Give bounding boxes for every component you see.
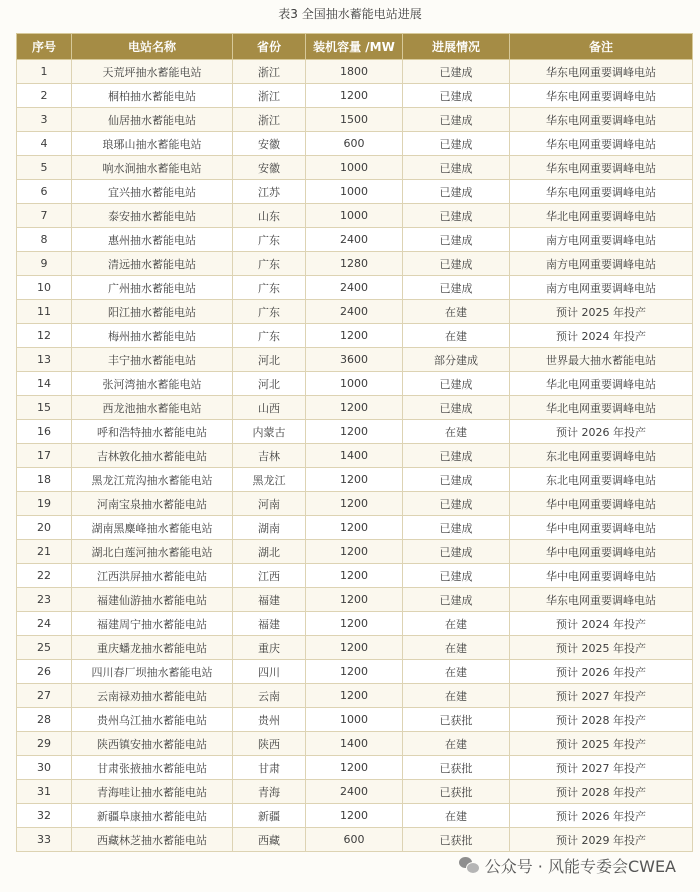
cell-progress: 已建成	[403, 492, 510, 516]
cell-province: 河北	[233, 348, 306, 372]
table-caption: 表3 全国抽水蓄能电站进展	[278, 7, 422, 21]
cell-index: 11	[17, 300, 72, 324]
cell-province: 云南	[233, 684, 306, 708]
cell-progress: 已建成	[403, 444, 510, 468]
cell-index: 30	[17, 756, 72, 780]
cell-station-name: 宜兴抽水蓄能电站	[72, 180, 233, 204]
cell-capacity: 1000	[306, 180, 403, 204]
cell-remarks: 预计 2024 年投产	[510, 612, 693, 636]
cell-index: 28	[17, 708, 72, 732]
header-row	[17, 34, 693, 60]
cell-capacity: 1200	[306, 612, 403, 636]
cell-capacity: 1280	[306, 252, 403, 276]
cell-progress: 已建成	[403, 84, 510, 108]
cell-province: 贵州	[233, 708, 306, 732]
cell-capacity: 1200	[306, 468, 403, 492]
cell-progress: 已建成	[403, 468, 510, 492]
cell-remarks: 华东电网重要调峰电站	[510, 60, 693, 84]
cell-index: 4	[17, 132, 72, 156]
watermark	[457, 854, 678, 876]
cell-station-name: 贵州乌江抽水蓄能电站	[72, 708, 233, 732]
header-progress: 进展情况	[403, 34, 510, 60]
cell-index: 12	[17, 324, 72, 348]
cell-station-name: 福建仙游抽水蓄能电站	[72, 588, 233, 612]
cell-capacity: 1800	[306, 60, 403, 84]
cell-progress: 在建	[403, 804, 510, 828]
cell-progress: 已建成	[403, 252, 510, 276]
cell-station-name: 西藏林芝抽水蓄能电站	[72, 828, 233, 852]
cell-province: 陕西	[233, 732, 306, 756]
cell-progress: 已建成	[403, 228, 510, 252]
cell-remarks: 华东电网重要调峰电站	[510, 84, 693, 108]
table-row	[17, 588, 693, 612]
cell-province: 广东	[233, 252, 306, 276]
cell-progress: 已建成	[403, 588, 510, 612]
cell-remarks: 预计 2026 年投产	[510, 804, 693, 828]
cell-capacity: 600	[306, 828, 403, 852]
cell-progress: 已建成	[403, 204, 510, 228]
table-row	[17, 708, 693, 732]
cell-station-name: 河南宝泉抽水蓄能电站	[72, 492, 233, 516]
cell-capacity: 1000	[306, 204, 403, 228]
table-row	[17, 612, 693, 636]
cell-province: 湖南	[233, 516, 306, 540]
cell-progress: 已建成	[403, 132, 510, 156]
cell-station-name: 甘肃张掖抽水蓄能电站	[72, 756, 233, 780]
cell-station-name: 张河湾抽水蓄能电站	[72, 372, 233, 396]
cell-index: 10	[17, 276, 72, 300]
cell-progress: 在建	[403, 636, 510, 660]
cell-remarks: 华中电网重要调峰电站	[510, 492, 693, 516]
cell-capacity: 2400	[306, 276, 403, 300]
cell-index: 18	[17, 468, 72, 492]
cell-province: 安徽	[233, 132, 306, 156]
cell-remarks: 华中电网重要调峰电站	[510, 516, 693, 540]
table-row	[17, 540, 693, 564]
cell-progress: 已建成	[403, 396, 510, 420]
cell-progress: 部分建成	[403, 348, 510, 372]
cell-progress: 在建	[403, 324, 510, 348]
watermark-text: 公众号 · 风能专委会CWEA	[484, 856, 676, 876]
table-row	[17, 564, 693, 588]
cell-progress: 已建成	[403, 156, 510, 180]
cell-capacity: 1500	[306, 108, 403, 132]
cell-province: 福建	[233, 588, 306, 612]
cell-capacity: 2400	[306, 780, 403, 804]
cell-index: 33	[17, 828, 72, 852]
cell-capacity: 1200	[306, 564, 403, 588]
cell-progress: 已建成	[403, 540, 510, 564]
cell-index: 5	[17, 156, 72, 180]
cell-capacity: 600	[306, 132, 403, 156]
cell-remarks: 预计 2025 年投产	[510, 636, 693, 660]
cell-station-name: 四川春厂坝抽水蓄能电站	[72, 660, 233, 684]
cell-remarks: 预计 2026 年投产	[510, 420, 693, 444]
table-row	[17, 732, 693, 756]
cell-progress: 在建	[403, 660, 510, 684]
cell-remarks: 华北电网重要调峰电站	[510, 372, 693, 396]
table-row	[17, 396, 693, 420]
cell-index: 16	[17, 420, 72, 444]
cell-progress: 已获批	[403, 756, 510, 780]
cell-station-name: 桐柏抽水蓄能电站	[72, 84, 233, 108]
table-row	[17, 756, 693, 780]
cell-capacity: 1200	[306, 492, 403, 516]
cell-station-name: 琅琊山抽水蓄能电站	[72, 132, 233, 156]
cell-station-name: 云南禄劝抽水蓄能电站	[72, 684, 233, 708]
table-header	[17, 34, 693, 60]
table-row	[17, 468, 693, 492]
cell-station-name: 新疆阜康抽水蓄能电站	[72, 804, 233, 828]
cell-remarks: 南方电网重要调峰电站	[510, 228, 693, 252]
table-row	[17, 132, 693, 156]
cell-index: 25	[17, 636, 72, 660]
cell-station-name: 青海哇让抽水蓄能电站	[72, 780, 233, 804]
cell-capacity: 1400	[306, 732, 403, 756]
cell-capacity: 1200	[306, 84, 403, 108]
cell-province: 安徽	[233, 156, 306, 180]
table-row	[17, 684, 693, 708]
table-row	[17, 804, 693, 828]
cell-province: 山西	[233, 396, 306, 420]
table-row	[17, 660, 693, 684]
cell-province: 西藏	[233, 828, 306, 852]
cell-station-name: 仙居抽水蓄能电站	[72, 108, 233, 132]
table-row	[17, 180, 693, 204]
cell-capacity: 1200	[306, 420, 403, 444]
cell-remarks: 预计 2028 年投产	[510, 708, 693, 732]
cell-index: 7	[17, 204, 72, 228]
cell-capacity: 3600	[306, 348, 403, 372]
cell-capacity: 2400	[306, 228, 403, 252]
cell-remarks: 华北电网重要调峰电站	[510, 204, 693, 228]
cell-capacity: 1200	[306, 540, 403, 564]
cell-province: 甘肃	[233, 756, 306, 780]
cell-remarks: 华东电网重要调峰电站	[510, 132, 693, 156]
cell-station-name: 梅州抽水蓄能电站	[72, 324, 233, 348]
cell-station-name: 丰宁抽水蓄能电站	[72, 348, 233, 372]
cell-progress: 在建	[403, 684, 510, 708]
cell-remarks: 南方电网重要调峰电站	[510, 276, 693, 300]
cell-capacity: 1200	[306, 660, 403, 684]
cell-capacity: 1200	[306, 516, 403, 540]
cell-progress: 已建成	[403, 564, 510, 588]
cell-province: 河北	[233, 372, 306, 396]
cell-progress: 在建	[403, 612, 510, 636]
cell-progress: 在建	[403, 732, 510, 756]
cell-index: 19	[17, 492, 72, 516]
table-row	[17, 84, 693, 108]
cell-remarks: 预计 2027 年投产	[510, 684, 693, 708]
table-row	[17, 156, 693, 180]
cell-station-name: 天荒坪抽水蓄能电站	[72, 60, 233, 84]
cell-province: 浙江	[233, 60, 306, 84]
cell-remarks: 华东电网重要调峰电站	[510, 156, 693, 180]
cell-progress: 已建成	[403, 60, 510, 84]
cell-index: 15	[17, 396, 72, 420]
cell-progress: 已建成	[403, 276, 510, 300]
cell-progress: 已建成	[403, 372, 510, 396]
cell-capacity: 1000	[306, 708, 403, 732]
cell-capacity: 1200	[306, 396, 403, 420]
cell-index: 6	[17, 180, 72, 204]
table-row	[17, 60, 693, 84]
cell-province: 江西	[233, 564, 306, 588]
cell-index: 1	[17, 60, 72, 84]
cell-station-name: 泰安抽水蓄能电站	[72, 204, 233, 228]
cell-index: 22	[17, 564, 72, 588]
table-row	[17, 252, 693, 276]
cell-remarks: 华北电网重要调峰电站	[510, 396, 693, 420]
cell-station-name: 陕西镇安抽水蓄能电站	[72, 732, 233, 756]
cell-station-name: 福建周宁抽水蓄能电站	[72, 612, 233, 636]
cell-province: 湖北	[233, 540, 306, 564]
cell-index: 20	[17, 516, 72, 540]
cell-index: 9	[17, 252, 72, 276]
cell-station-name: 湖南黑麋峰抽水蓄能电站	[72, 516, 233, 540]
cell-remarks: 预计 2027 年投产	[510, 756, 693, 780]
cell-remarks: 预计 2028 年投产	[510, 780, 693, 804]
cell-station-name: 响水涧抽水蓄能电站	[72, 156, 233, 180]
table-body	[17, 60, 693, 852]
cell-remarks: 世界最大抽水蓄能电站	[510, 348, 693, 372]
cell-progress: 已获批	[403, 708, 510, 732]
cell-capacity: 1200	[306, 804, 403, 828]
cell-capacity: 1200	[306, 324, 403, 348]
cell-capacity: 1000	[306, 372, 403, 396]
cell-station-name: 阳江抽水蓄能电站	[72, 300, 233, 324]
cell-province: 四川	[233, 660, 306, 684]
cell-index: 29	[17, 732, 72, 756]
pumped-storage-table	[16, 33, 693, 852]
cell-remarks: 华东电网重要调峰电站	[510, 108, 693, 132]
table-row	[17, 108, 693, 132]
cell-remarks: 东北电网重要调峰电站	[510, 468, 693, 492]
cell-remarks: 华中电网重要调峰电站	[510, 540, 693, 564]
cell-station-name: 西龙池抽水蓄能电站	[72, 396, 233, 420]
cell-index: 26	[17, 660, 72, 684]
table-row	[17, 636, 693, 660]
header-capacity: 装机容量 /MW	[306, 34, 403, 60]
cell-remarks: 预计 2026 年投产	[510, 660, 693, 684]
cell-index: 2	[17, 84, 72, 108]
cell-remarks: 华东电网重要调峰电站	[510, 588, 693, 612]
cell-capacity: 2400	[306, 300, 403, 324]
table-row	[17, 372, 693, 396]
table-row	[17, 276, 693, 300]
cell-progress: 已建成	[403, 180, 510, 204]
cell-progress: 已建成	[403, 516, 510, 540]
cell-capacity: 1200	[306, 588, 403, 612]
cell-province: 广东	[233, 324, 306, 348]
cell-index: 32	[17, 804, 72, 828]
cell-province: 广东	[233, 228, 306, 252]
cell-progress: 在建	[403, 300, 510, 324]
cell-remarks: 东北电网重要调峰电站	[510, 444, 693, 468]
cell-station-name: 吉林敦化抽水蓄能电站	[72, 444, 233, 468]
table-row	[17, 780, 693, 804]
header-remarks: 备注	[510, 34, 693, 60]
cell-index: 21	[17, 540, 72, 564]
cell-station-name: 湖北白莲河抽水蓄能电站	[72, 540, 233, 564]
cell-province: 吉林	[233, 444, 306, 468]
cell-index: 14	[17, 372, 72, 396]
cell-index: 31	[17, 780, 72, 804]
cell-station-name: 广州抽水蓄能电站	[72, 276, 233, 300]
wechat-icon	[459, 857, 479, 873]
table-row	[17, 300, 693, 324]
cell-province: 浙江	[233, 84, 306, 108]
cell-remarks: 南方电网重要调峰电站	[510, 252, 693, 276]
cell-province: 广东	[233, 300, 306, 324]
cell-capacity: 1400	[306, 444, 403, 468]
cell-province: 山东	[233, 204, 306, 228]
cell-remarks: 预计 2025 年投产	[510, 300, 693, 324]
cell-index: 24	[17, 612, 72, 636]
table-row	[17, 204, 693, 228]
cell-station-name: 重庆蟠龙抽水蓄能电站	[72, 636, 233, 660]
cell-progress: 已获批	[403, 780, 510, 804]
cell-capacity: 1200	[306, 684, 403, 708]
cell-progress: 在建	[403, 420, 510, 444]
cell-progress: 已建成	[403, 108, 510, 132]
cell-province: 河南	[233, 492, 306, 516]
cell-province: 重庆	[233, 636, 306, 660]
table-row	[17, 324, 693, 348]
cell-index: 27	[17, 684, 72, 708]
cell-index: 17	[17, 444, 72, 468]
header-index: 序号	[17, 34, 72, 60]
header-station-name: 电站名称	[72, 34, 233, 60]
cell-province: 福建	[233, 612, 306, 636]
cell-index: 13	[17, 348, 72, 372]
table-row	[17, 828, 693, 852]
cell-remarks: 华中电网重要调峰电站	[510, 564, 693, 588]
cell-remarks: 预计 2029 年投产	[510, 828, 693, 852]
cell-remarks: 华东电网重要调峰电站	[510, 180, 693, 204]
cell-station-name: 江西洪屏抽水蓄能电站	[72, 564, 233, 588]
cell-index: 3	[17, 108, 72, 132]
cell-province: 浙江	[233, 108, 306, 132]
cell-capacity: 1200	[306, 636, 403, 660]
cell-province: 内蒙古	[233, 420, 306, 444]
table-row	[17, 420, 693, 444]
cell-index: 8	[17, 228, 72, 252]
cell-province: 青海	[233, 780, 306, 804]
table-row	[17, 492, 693, 516]
cell-province: 广东	[233, 276, 306, 300]
cell-capacity: 1000	[306, 156, 403, 180]
table-row	[17, 228, 693, 252]
cell-station-name: 黑龙江荒沟抽水蓄能电站	[72, 468, 233, 492]
cell-remarks: 预计 2025 年投产	[510, 732, 693, 756]
cell-province: 江苏	[233, 180, 306, 204]
cell-province: 新疆	[233, 804, 306, 828]
table-row	[17, 444, 693, 468]
cell-station-name: 清远抽水蓄能电站	[72, 252, 233, 276]
table-row	[17, 348, 693, 372]
header-province: 省份	[233, 34, 306, 60]
cell-index: 23	[17, 588, 72, 612]
table-row	[17, 516, 693, 540]
cell-station-name: 呼和浩特抽水蓄能电站	[72, 420, 233, 444]
cell-station-name: 惠州抽水蓄能电站	[72, 228, 233, 252]
cell-remarks: 预计 2024 年投产	[510, 324, 693, 348]
cell-province: 黑龙江	[233, 468, 306, 492]
cell-progress: 已获批	[403, 828, 510, 852]
cell-capacity: 1200	[306, 756, 403, 780]
